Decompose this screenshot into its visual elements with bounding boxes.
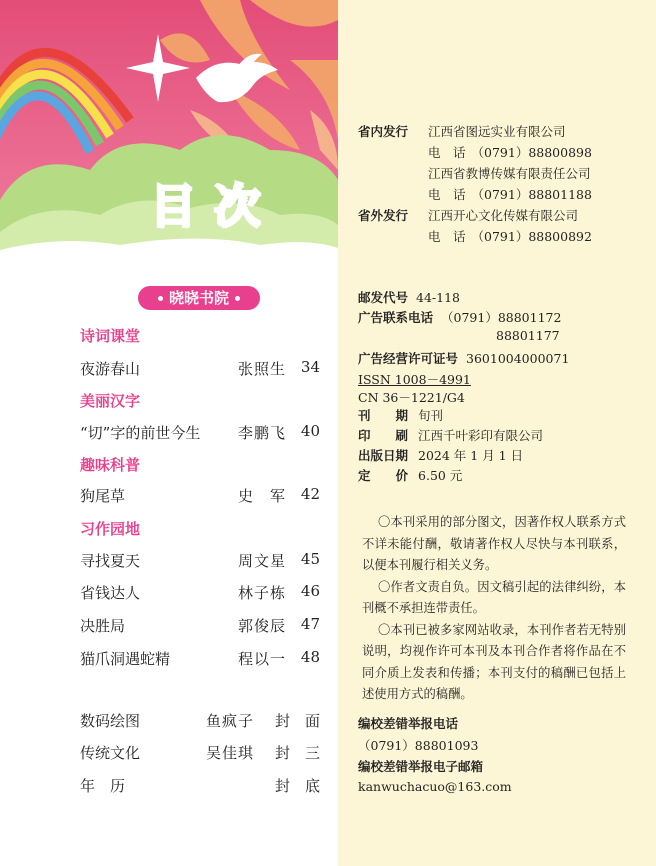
entry-page: 46 bbox=[300, 582, 320, 600]
entry-title: “切”字的前世今生 bbox=[80, 424, 201, 442]
report-email[interactable]: kanwuchacuo@163.com bbox=[358, 779, 512, 794]
issn: ISSN 1008－4991 bbox=[358, 372, 471, 387]
entry-title: 传统文化 bbox=[80, 744, 141, 762]
entry-title: 寻找夏天 bbox=[80, 552, 141, 570]
entry-author: 周文星 bbox=[238, 552, 287, 570]
ad-license-label: 广告经营许可证号 bbox=[358, 351, 459, 366]
entry-title: 夜游春山 bbox=[80, 360, 141, 378]
domestic-company: 江西省教博传媒有限责任公司 bbox=[428, 166, 591, 181]
entry-author: 郭俊辰 bbox=[238, 617, 287, 635]
phone-label: 电 话 bbox=[428, 145, 466, 160]
price-label: 定 价 bbox=[358, 468, 409, 483]
outside-company: 江西开心文化传媒有限公司 bbox=[428, 208, 579, 223]
toc-title bbox=[150, 170, 278, 236]
toc-title-char: 次 bbox=[214, 179, 278, 233]
category-heading: 诗词课堂 bbox=[80, 327, 141, 345]
entry-page: 48 bbox=[300, 648, 320, 666]
period-label: 刊 期 bbox=[358, 408, 409, 423]
entry-author: 程以一 bbox=[238, 650, 287, 668]
entry-title: 狗尾草 bbox=[80, 487, 126, 505]
print-label: 印 刷 bbox=[358, 428, 409, 443]
entry-title: 决胜局 bbox=[80, 617, 126, 635]
entry-author: 张照生 bbox=[238, 360, 287, 378]
category-heading: 美丽汉字 bbox=[80, 392, 141, 410]
entry-page: 封 面 bbox=[274, 712, 320, 730]
entry-author: 林子栋 bbox=[238, 584, 287, 602]
notice-paragraph: 〇本刊采用的部分图文，因著作权人联系方式不详未能付酬，敬请著作权人尽快与本刊联系，以便本刊履行相关义务。 bbox=[362, 515, 626, 572]
ad-phone: （0791）88801172 bbox=[441, 310, 562, 325]
entry-author: 吴佳琪 bbox=[206, 744, 255, 762]
phone-number: （0791）88801188 bbox=[471, 187, 592, 202]
report-phone-label: 编校差错举报电话 bbox=[358, 716, 459, 731]
phone-number: （0791）88800898 bbox=[471, 145, 592, 160]
ad-phone: 88801177 bbox=[496, 328, 560, 343]
entry-page: 45 bbox=[300, 550, 320, 568]
category-heading: 趣味科普 bbox=[80, 456, 141, 474]
domestic-company: 江西省图远实业有限公司 bbox=[428, 124, 566, 139]
printer: 江西千叶彩印有限公司 bbox=[418, 428, 544, 443]
cn-number: CN 36－1221/G4 bbox=[358, 390, 465, 405]
phone-number: （0791）88800892 bbox=[471, 229, 592, 244]
report-phone: （0791）88801093 bbox=[358, 738, 479, 753]
report-email-label: 编校差错举报电子邮箱 bbox=[358, 759, 484, 774]
entry-title: 省钱达人 bbox=[80, 584, 141, 602]
entry-page: 40 bbox=[300, 422, 320, 440]
outside-label: 省外发行 bbox=[358, 208, 409, 223]
postal-label: 邮发代号 bbox=[358, 290, 409, 305]
entry-author: 史 军 bbox=[238, 487, 287, 505]
dot-icon bbox=[235, 296, 240, 301]
phone-label: 电 话 bbox=[428, 229, 466, 244]
notice-paragraph: 〇本刊已被多家网站收录，本刊作者若无特别说明，均视作许可本刊及本刊合作者将作品在不同介质上发表和传播；本刊支付的稿酬已包括上述使用方式的稿酬。 bbox=[362, 622, 626, 701]
postal-code: 44-118 bbox=[416, 290, 461, 305]
entry-title: 猫爪洞遇蛇精 bbox=[80, 650, 171, 668]
entry-page: 42 bbox=[300, 485, 320, 503]
entry-page: 封 三 bbox=[274, 744, 320, 762]
publish-date: 2024 年 1 月 1 日 bbox=[418, 448, 524, 463]
entry-author: 鱼疯子 bbox=[206, 712, 255, 730]
ad-phone-label: 广告联系电话 bbox=[358, 310, 434, 325]
copyright-notice bbox=[362, 512, 626, 706]
section-label: 晓晓书院 bbox=[168, 289, 229, 307]
price: 6.50 元 bbox=[418, 468, 463, 483]
entry-page: 47 bbox=[300, 615, 320, 633]
notice-paragraph: 〇作者文责自负。因文稿引起的法律纠纷，本刊概不承担连带责任。 bbox=[362, 579, 626, 615]
period: 旬刊 bbox=[418, 408, 444, 423]
ad-license: 3601004000071 bbox=[466, 351, 570, 366]
entry-author: 李鹏飞 bbox=[238, 424, 287, 442]
dot-icon bbox=[158, 296, 163, 301]
entry-page: 34 bbox=[300, 358, 320, 376]
entry-title: 年 历 bbox=[80, 777, 126, 795]
date-label: 出版日期 bbox=[358, 448, 409, 463]
toc-title-char: 目 bbox=[150, 179, 214, 233]
section-badge bbox=[138, 286, 260, 310]
entry-page: 封 底 bbox=[274, 777, 320, 795]
category-heading: 习作园地 bbox=[80, 520, 141, 538]
domestic-label: 省内发行 bbox=[358, 124, 409, 139]
entry-title: 数码绘图 bbox=[80, 712, 141, 730]
phone-label: 电 话 bbox=[428, 187, 466, 202]
